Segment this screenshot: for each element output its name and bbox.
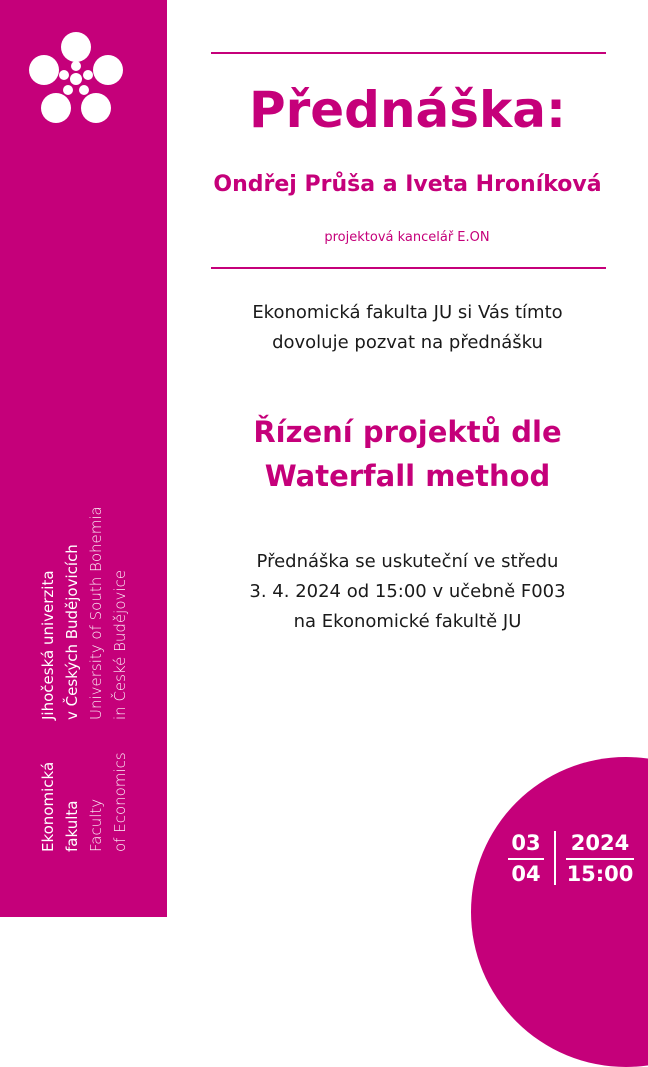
university-name [36, 506, 132, 720]
date-time: 15:00 [566, 862, 634, 886]
sidebar [0, 0, 167, 917]
speakers: Ondřej Průša a Iveta Hroníková [213, 172, 602, 197]
faculty-cz-line1: Ekonomická [39, 761, 57, 852]
university-cz-line2: v Českých Budějovicích [63, 544, 81, 720]
flower-circles-logo-icon [26, 30, 126, 130]
details-line2: 3. 4. 2024 od 15:00 v učebně F003 [249, 581, 566, 602]
date-day: 03 [511, 831, 541, 855]
faculty-cz-line2: fakulta [63, 800, 81, 852]
faculty-en-line1: Faculty [87, 798, 105, 852]
topic-line1: Řízení projektů dle [253, 415, 562, 449]
date-divider-vertical [554, 831, 556, 885]
invitation-line1: Ekonomická fakulta JU si Vás tímto [252, 302, 563, 323]
bottom-divider [211, 267, 606, 269]
speaker-affiliation: projektová kancelář E.ON [324, 230, 490, 245]
details-line3: na Ekonomické fakultě JU [293, 611, 522, 632]
top-divider [211, 52, 606, 54]
topic-line2: Waterfall method [264, 459, 551, 493]
event-details [167, 547, 648, 637]
university-cz-line1: Jihočeská univerzita [39, 570, 57, 720]
university-en-line2: in České Budějovice [111, 569, 129, 720]
date-month: 04 [511, 862, 541, 886]
date-divider-left [508, 858, 544, 860]
faculty-en-line2: of Economics [111, 752, 129, 852]
details-line1: Přednáška se uskuteční ve středu [256, 551, 559, 572]
faculty-name [36, 752, 132, 852]
date-year: 2024 [570, 831, 630, 855]
poster-heading: Přednáška: [248, 81, 567, 139]
invitation-text [167, 298, 648, 358]
lecture-topic [167, 410, 648, 498]
university-en-line1: University of South Bohemia [87, 506, 105, 720]
invitation-line2: dovoluje pozvat na přednášku [272, 332, 543, 353]
date-divider-right [566, 858, 634, 860]
